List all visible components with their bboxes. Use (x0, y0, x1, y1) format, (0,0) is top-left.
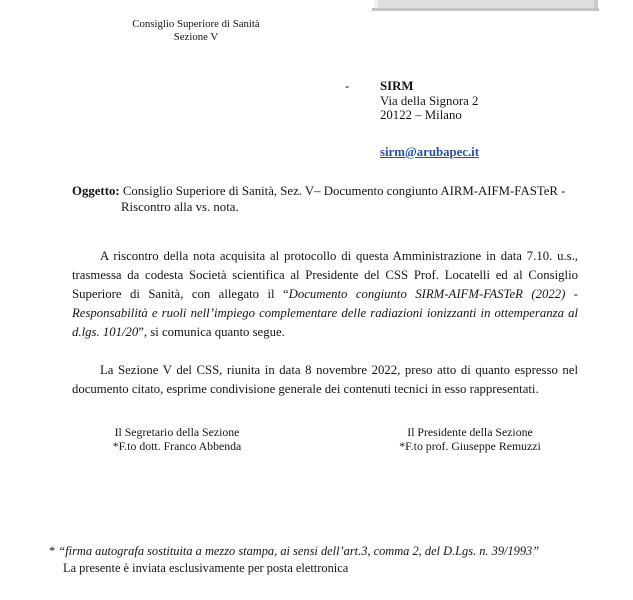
body-paragraph-2: La Sezione V del CSS, riunita in data 8 novembre 2022, preso atto di quanto espresso nel documento citato, esprime condivisione generale dei contenuti tecnici in esso rappresentati. (72, 363, 578, 396)
signature-secretary (72, 426, 282, 454)
paragraph1-pre: A riscontro della nota acquisita al protocollo di questa Amministrazione in data 7.10. u.s., trasmessa da codesta Società scientifica al Presidente del CSS Prof. Locatelli ed al Consiglio Superiore di Sanità, con allegato il “ (72, 249, 578, 301)
footnote-legal-text: “firma autografa sostituita a mezzo stampa, ai sensi dell’art.3, comma 2, del D.Lgs. n. 39/1993” (58, 544, 540, 558)
recipient-address-line1: Via della Signora 2 (380, 93, 479, 108)
letterhead-section: Sezione V (173, 31, 219, 43)
subject-line1: Consiglio Superiore di Sanità, Sez. V– Documento congiunto AIRM-AIFM-FASTeR - (122, 184, 566, 198)
paragraph1-post: ”, si comunica quanto segue. (138, 325, 285, 339)
subject-line2: Riscontro alla vs. nota. (121, 199, 239, 214)
letterhead (124, 18, 268, 44)
signature-secretary-role: Il Segretario della Sezione (114, 425, 240, 439)
footnote-marker: * (49, 544, 59, 558)
signature-president-role: Il Presidente della Sezione (407, 425, 533, 439)
recipient-email-link[interactable]: sirm@arubapec.it (380, 144, 479, 159)
subject-block (72, 184, 582, 215)
body-paragraph-1 (72, 247, 578, 342)
footnote-delivery-note: La presente è inviata esclusivamente per posta elettronica (63, 560, 349, 575)
recipient-dash: - (345, 79, 350, 93)
truncated-ui-bar (374, 0, 598, 8)
footnote-block (49, 543, 589, 576)
signature-president (365, 426, 575, 454)
recipient-name: SIRM (380, 79, 414, 93)
letterhead-org: Consiglio Superiore di Sanità (132, 18, 260, 30)
paragraph1-italic-quote: Documento congiunto SIRM-AIFM-FASTeR (2022) - Responsabilità e ruoli nell’impiego complementare delle radiazioni ionizzanti in ottemperanza al d.lgs. 101/20 (72, 287, 578, 339)
subject-label: Oggetto: (72, 184, 120, 198)
signature-secretary-name: *F.to dott. Franco Abbenda (112, 438, 242, 453)
signature-president-name: *F.to prof. Giuseppe Remuzzi (399, 438, 541, 453)
recipient-block (345, 79, 585, 159)
truncated-ui-bar-shadow (372, 8, 599, 11)
recipient-address-line2: 20122 – Milano (380, 108, 462, 123)
